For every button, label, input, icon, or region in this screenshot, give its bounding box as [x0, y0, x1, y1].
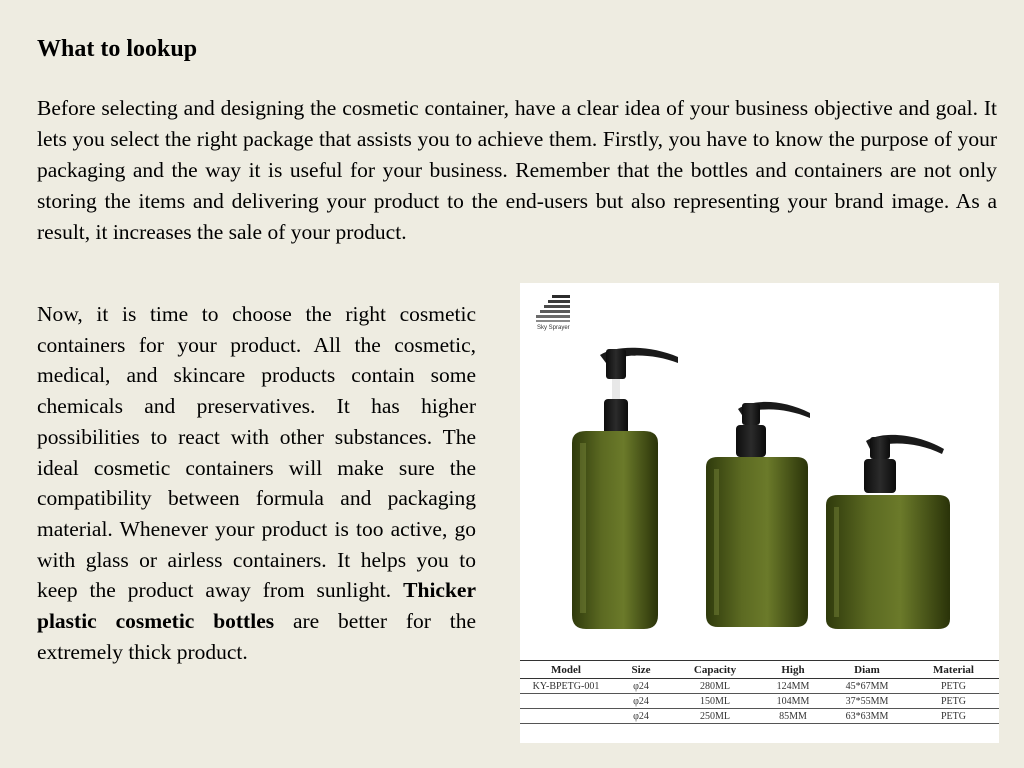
cell-capacity: 250ML [670, 709, 760, 724]
cell-size: φ24 [612, 694, 670, 709]
col-header-diam: Diam [826, 661, 908, 679]
table-header-row [520, 661, 999, 679]
bottle-large [572, 348, 678, 629]
cell-size: φ24 [612, 679, 670, 694]
cell-diam: 37*55MM [826, 694, 908, 709]
cell-high: 85MM [760, 709, 826, 724]
bottles-illustration [520, 283, 999, 658]
cell-model [520, 694, 612, 709]
paragraph-text-before: Now, it is time to choose the right cosmetic containers for your product. All the cosmetic, medical, and skincare products contain some chemicals and preservatives. It has higher possibilities to react with other substances. The ideal cosmetic containers will make sure the compatibility between formula and packaging material. Whenever your product is too active, go with glass or airless containers. It helps you to keep the product away from sunlight. [37, 302, 476, 603]
bold-phrase: Thicker plastic cosmetic bottles [37, 578, 476, 634]
col-header-capacity: Capacity [670, 661, 760, 679]
cell-size: φ24 [612, 709, 670, 724]
table-row [520, 709, 999, 724]
cell-high: 124MM [760, 679, 826, 694]
product-image [520, 283, 999, 743]
cell-diam: 45*67MM [826, 679, 908, 694]
col-header-model: Model [520, 661, 612, 679]
cell-high: 104MM [760, 694, 826, 709]
paragraph-text-after: are better for the extremely thick product. [37, 609, 476, 664]
bottle-medium [706, 402, 810, 627]
cell-diam: 63*63MM [826, 709, 908, 724]
cell-material: PETG [908, 679, 999, 694]
containers-paragraph [37, 299, 476, 667]
col-header-high: High [760, 661, 826, 679]
cell-material: PETG [908, 694, 999, 709]
col-header-size: Size [612, 661, 670, 679]
bottle-small [826, 435, 950, 629]
col-header-material: Material [908, 661, 999, 679]
intro-paragraph: Before selecting and designing the cosmetic container, have a clear idea of your business objective and goal. It lets you select the right package that assists you to achieve them. Firstly, you have to know the purpose of your packaging and the way it is useful for your business. Remember that the bottles and containers are not only storing the items and delivering your product to the end-users but also representing your brand image. As a result, it increases the sale of your product. [37, 96, 997, 244]
brand-logo-text: Sky Sprayer [537, 325, 570, 331]
cell-material: PETG [908, 709, 999, 724]
cell-model [520, 709, 612, 724]
cell-capacity: 150ML [670, 694, 760, 709]
table-row [520, 694, 999, 709]
cell-model: KY-BPETG-001 [520, 679, 612, 694]
table-row [520, 679, 999, 694]
page-heading: What to lookup [37, 36, 198, 62]
cell-capacity: 280ML [670, 679, 760, 694]
spec-table [520, 660, 999, 724]
